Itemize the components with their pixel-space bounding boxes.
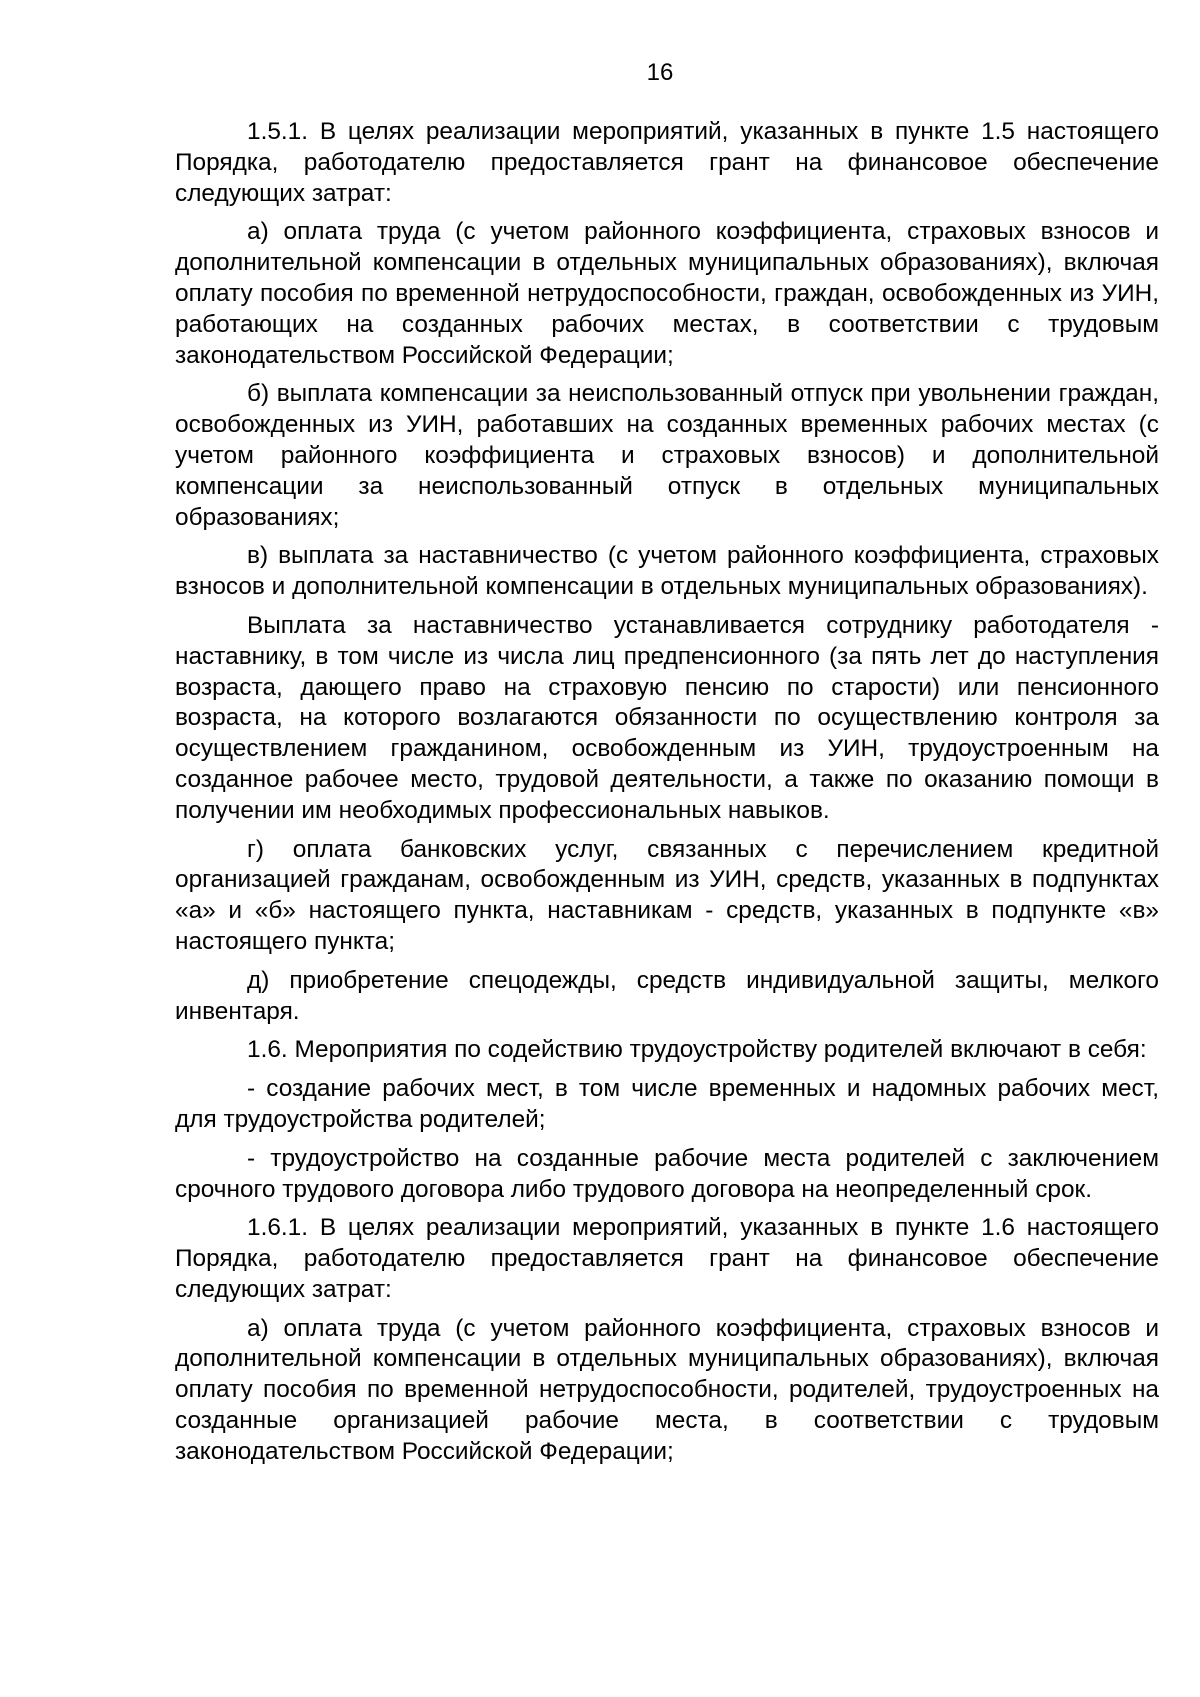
paragraph-item-d: д) приобретение спецодежды, средств индивидуальной защиты, мелкого инвентаря. [175, 966, 1159, 1025]
paragraph-1-6-1: 1.6.1. В целях реализации мероприятий, указанных в пункте 1.6 настоящего Порядка, работодателю предоставляется грант на финансовое обеспечение следующих затрат: [175, 1214, 1159, 1303]
paragraph-1-6: 1.6. Мероприятия по содействию трудоустройству родителей включают в себя: [247, 1036, 1147, 1064]
paragraph-mentoring-payment: Выплата за наставничество устанавливается сотруднику работодателя - наставнику, в том числе из числа лиц предпенсионного (за пять лет до наступления возраста, дающего право на страховую пенсию по старости) или пенсионного возраста, на которого возлагаются обязанности по осуществлению контроля за осуществлением гражданином, освобожденным из УИН, трудоустроенным на созданное рабочее место, трудовой деятельности, а также по оказанию помощи в получении им необходимых профессиональных навыков. [175, 611, 1159, 824]
paragraph-item-g: г) оплата банковских услуг, связанных с перечислением кредитной организацией гражданам, освобожденным из УИН, средств, указанных в подпунктах «а» и «б» настоящего пункта, наставникам - средств, указанных в подпункте «в» настоящего пункта; [175, 835, 1159, 955]
paragraph-item-a: а) оплата труда (с учетом районного коэффициента, страховых взносов и дополнительной компенсации в отдельных муниципальных образованиях), включая оплату пособия по временной нетрудоспособности, граждан, освобожденных из УИН, работающих на созданных рабочих местах, в соответствии с трудовым законодательством Российской Федерации; [175, 218, 1159, 369]
page-number: 16 [646, 59, 674, 86]
paragraph-item-a-parents: а) оплата труда (с учетом районного коэффициента, страховых взносов и дополнительной компенсации в отдельных муниципальных образованиях), включая оплату пособия по временной нетрудоспособности, родителей, трудоустроенных на созданные организацией рабочие места, в соответствии с трудовым законодательством Российской Федерации; [175, 1314, 1159, 1465]
paragraph-dash-create-jobs: - создание рабочих мест, в том числе временных и надомных рабочих мест, для трудоустройства родителей; [175, 1075, 1159, 1133]
document-body [175, 117, 1159, 1468]
paragraph-dash-employment: - трудоустройство на созданные рабочие места родителей с заключением срочного трудового договора либо трудового договора на неопределенный срок. [175, 1144, 1159, 1203]
paragraph-item-v: в) выплата за наставничество (с учетом районного коэффициента, страховых взносов и дополнительной компенсации в отдельных муниципальных образованиях). [175, 542, 1159, 601]
paragraph-1-5-1: 1.5.1. В целях реализации мероприятий, указанных в пункте 1.5 настоящего Порядка, работодателю предоставляется грант на финансовое обеспечение следующих затрат: [175, 118, 1159, 207]
paragraph-item-b: б) выплата компенсации за неиспользованный отпуск при увольнении граждан, освобожденных из УИН, работавших на созданных временных рабочих местах (с учетом районного коэффициента и страховых взносов) и дополнительной компенсации за неиспользованный отпуск в отдельных муниципальных образованиях; [175, 380, 1159, 531]
